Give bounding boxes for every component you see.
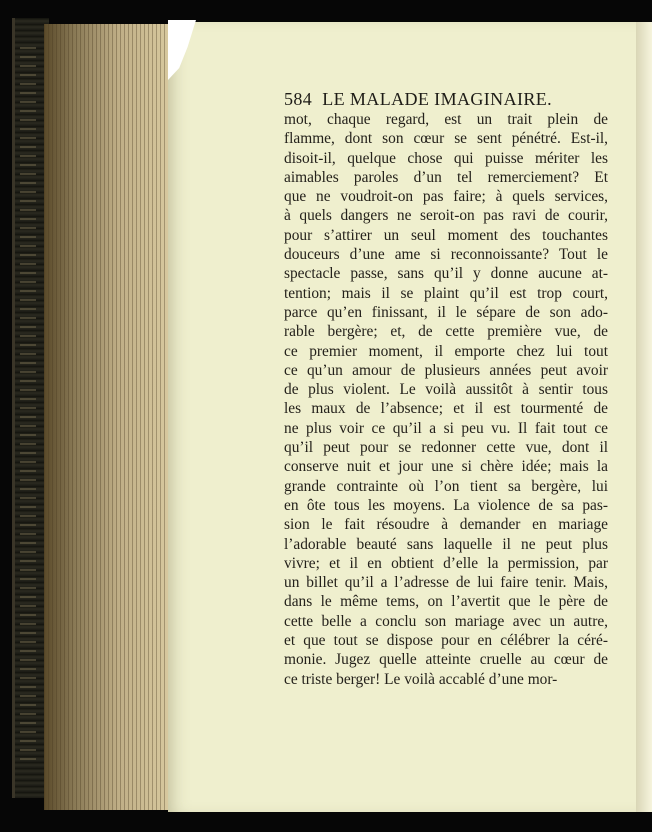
text-line: flamme, dont son cœur se sent pénétré. Est-il, (284, 130, 608, 148)
text-line: tention; mais il se plaint qu’il est trop court, (284, 284, 608, 302)
text-line: qu’il peut pour se redonner cette vue, dont il (284, 439, 608, 457)
page-right-edge (636, 22, 652, 812)
text-line: dans le même tems, on l’avertit que le père de (284, 593, 608, 611)
page-edge-lines (44, 24, 168, 810)
text-line: et que tout se dispose pour en célébrer la céré- (284, 632, 608, 650)
text-line: mot, chaque regard, est un trait plein de (284, 111, 608, 128)
text-line: ce qu’un amour de plusieurs années peut avoir (284, 361, 608, 379)
text-line: grande contrainte où l’on tient sa bergère, lui (284, 477, 608, 495)
running-title: LE MALADE IMAGINAIRE. (322, 89, 553, 109)
text-line: un billet qu’il a l’adresse de lui faire tenir. Mais, (284, 574, 608, 592)
text-line: ce triste berger! Le voilà accablé d’une mor- (284, 670, 558, 688)
text-line: rable bergère; et, de cette première vue, de (284, 323, 608, 341)
text-line: l’adorable beauté sans laquelle il ne peut plus (284, 535, 608, 553)
text-line: monie. Jugez quelle atteinte cruelle au cœur de (284, 651, 608, 669)
text-line: vivre; et il en obtient d’elle la permission, par (284, 554, 608, 572)
text-line: douceurs d’une ame si reconnoissante? Tout le (284, 246, 608, 264)
spine-decoration (20, 40, 36, 760)
running-header (284, 89, 614, 110)
text-line: les maux de l’absence; et il est tourmenté de (284, 400, 608, 418)
text-line: de plus violent. Le voilà aussitôt à sentir tous (284, 381, 608, 399)
text-line: à quels dangers ne seroit-on pas ravi de courir, (284, 207, 608, 225)
text-line: en ôte tous les moyens. La violence de sa pas- (284, 496, 608, 514)
text-line: disoit-il, quelque chose qui puisse mériter les (284, 149, 608, 167)
text-line: aimables paroles d’un tel remerciement? Et (284, 168, 608, 186)
text-line: sion le fait résoudre à demander en mariage (284, 516, 608, 534)
text-line: spectacle passe, sans qu’il y donne aucune at- (284, 265, 608, 283)
body-text (284, 110, 608, 689)
text-line: ne plus voir ce qu’il a si peu vu. Il fait tout ce (284, 419, 608, 437)
text-line: cette belle a conclu son mariage avec un autre, (284, 612, 608, 630)
text-line: conserve nuit et jour une si chère idée; mais la (284, 458, 608, 476)
text-line: ce premier moment, il emporte chez lui tout (284, 342, 608, 360)
text-line: que ne voudroit-on pas faire; à quels services, (284, 188, 608, 206)
page-number: 584 (284, 89, 313, 109)
text-line: parce qu’en finissant, il le sépare de son ado- (284, 303, 608, 321)
text-line: pour s’attirer un seul moment des touchantes (284, 226, 608, 244)
